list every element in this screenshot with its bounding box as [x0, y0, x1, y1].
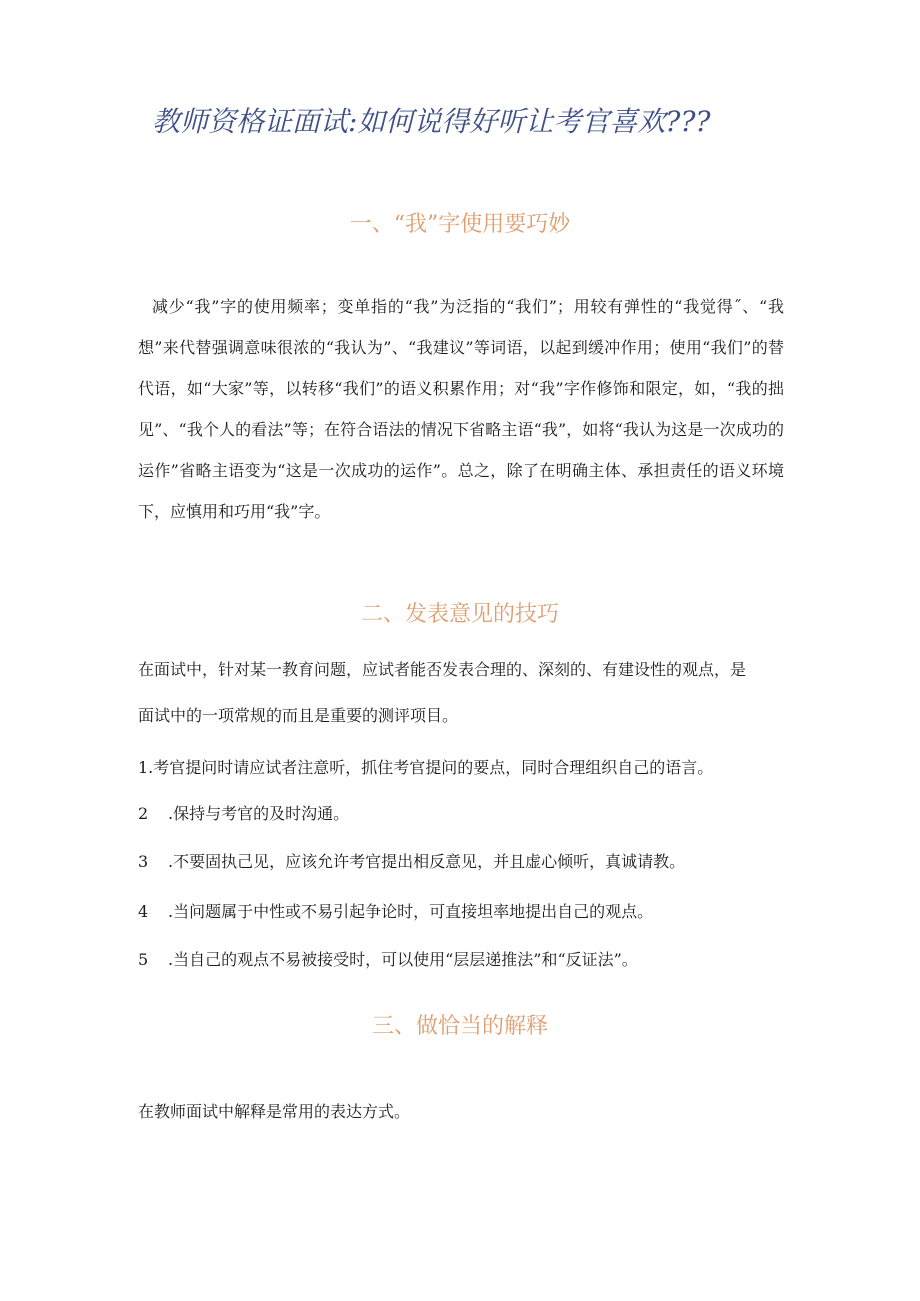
- section-2-intro-line-2: 面试中的一项常规的而且是重要的测评项目。: [138, 706, 459, 725]
- list-item-number: 4: [138, 902, 149, 921]
- list-item-number: 1.: [138, 758, 154, 777]
- list-item-number: 3: [138, 852, 149, 871]
- section-1-paragraph: 减少“我”字的使用频率；变单指的“我”为泛指的“我们”；用较有弹性的“我觉得˝、“我想”来代替强调意味很浓的“我认为”、“我建议”等词语，以起到缓冲作用；使用“我们”的替代语，如“大家”等，以转移“我们”的语义积累作用；对“我”字作修饰和限定，如，“我的拙见”、“我个人的看法”等；在符合语法的情况下省略主语“我”，如将“我认为这是一次成功的运作”省略主语变为“这是一次成功的运作”。总之，除了在明确主体、承担责任的语义环境下，应慎用和巧用“我”字。: [138, 297, 784, 521]
- section-heading-1: 一、“我”字使用要巧妙: [349, 212, 571, 237]
- list-item-number: 2: [138, 804, 149, 823]
- list-item: [138, 898, 788, 926]
- list-item: [138, 848, 788, 876]
- list-item-text: .不要固执己见，应该允许考官提出相反意见，并且虚心倾听，真诚请教。: [168, 852, 686, 871]
- section-2-intro-line-1: 在面试中，针对某一教育问题，应试者能否发表合理的、深刻的、有建设性的观点，是: [138, 660, 747, 679]
- list-item: [138, 946, 788, 974]
- section-3-paragraph: 在教师面试中解释是常用的表达方式。: [138, 1102, 411, 1121]
- list-item-text: 考官提问时请应试者注意听，抓住考官提问的要点，同时合理组织自己的语言。: [153, 758, 714, 777]
- document-title: 教师资格证面试:如何说得好听让考官喜欢???: [152, 105, 711, 138]
- list-item-text: .当自己的观点不易被接受时，可以使用“层层递推法”和“反证法”。: [168, 950, 638, 969]
- list-item: [138, 754, 788, 782]
- section-heading-3: 三、做恰当的解释: [371, 1014, 548, 1039]
- list-item-number: 5: [138, 950, 149, 969]
- section-heading-2: 二、发表意见的技巧: [360, 602, 559, 627]
- list-item: [138, 800, 788, 828]
- list-item-text: .当问题属于中性或不易引起争论时，可直接坦率地提出自己的观点。: [168, 902, 654, 921]
- list-item-text: .保持与考官的及时沟通。: [168, 804, 350, 823]
